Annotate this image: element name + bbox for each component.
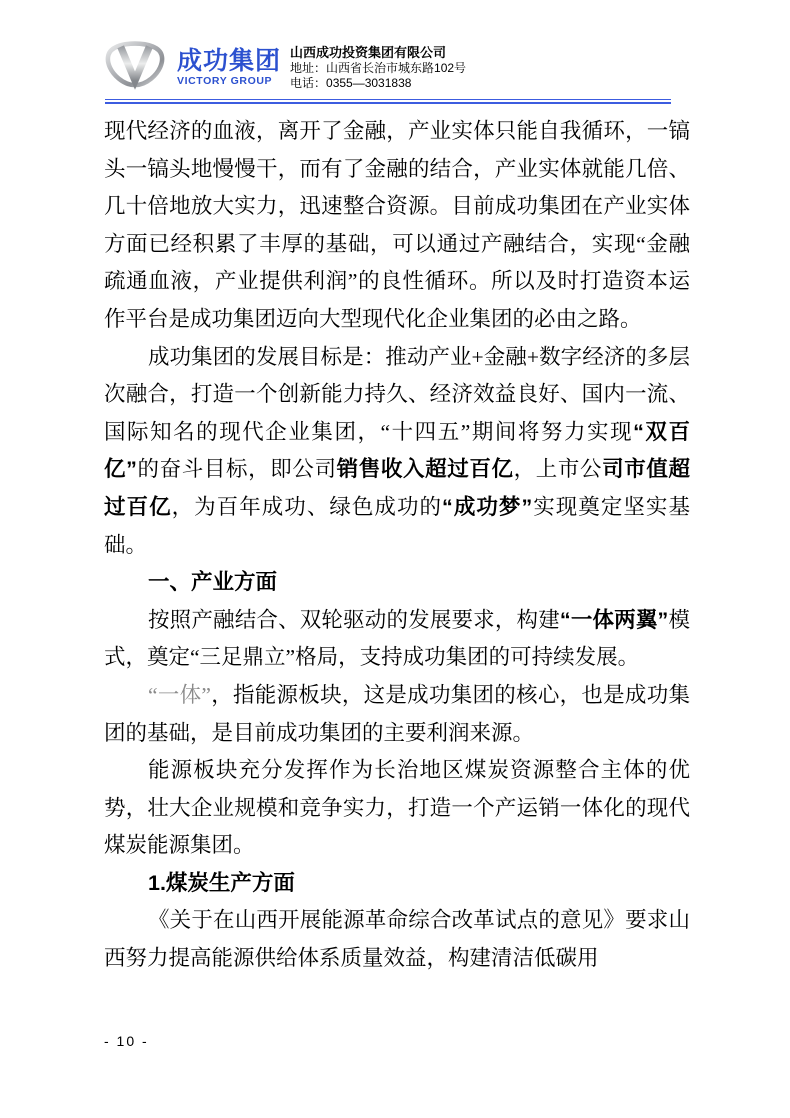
header-divider [105,99,671,104]
text-segment: ，指能源板块，这是成功集团的核心，也是成功集团的基础，是目前成功集团的主要利润来源。 [104,682,690,745]
text-segment: 实现奠定坚实基础。 [104,494,690,557]
heading-text: 1.煤炭生产方面 [148,870,295,895]
paragraph-coal-integration [104,752,690,865]
text-segment: 按照产融结合、双轮驱动的发展要求，构建 [148,607,560,632]
text-segment: ，上市公 [513,457,603,482]
company-name: 山西成功投资集团有限公司 [290,45,447,60]
bold-emphasis-sales-revenue: 销售收入超过百亿 [336,457,514,482]
brand-name-en: VICTORY GROUP [177,75,273,87]
paragraph-energy-reform-opinion [104,902,690,977]
text-segment: 《关于在山西开展能源革命综合改革试点的意见》要求山西努力提高能源供给体系质量效益，构建清洁低碳用 [104,908,690,971]
brand-name-cn: 成功集团 [177,47,282,75]
text-segment: 现代经济的血液，离开了金融，产业实体只能自我循环，一镐头一镐头地慢慢干，而有了金融的结合，产业实体就能几倍、几十倍地放大实力，迅速整合资源。目前成功集团在产业实体方面已经积累了丰厚的基础，可以通过产融结合，实现“金融疏通血液，产业提供利润”的良性循环。所以及时打造资本运作平台是成功集团迈向大型现代化企业集团的必由之路。 [104,119,690,331]
bold-emphasis-double-ten-billion: “双百亿” [104,419,690,482]
page-number: - 10 - [104,1033,149,1049]
text-segment: 的奋斗目标，即公司 [136,457,337,482]
bold-emphasis-one-body-two-wings: “一体两翼” [559,607,669,632]
brand-lockup [177,49,281,87]
letterhead [102,36,692,92]
company-info [290,45,466,92]
document-body [104,113,690,978]
heading-coal-production [104,865,690,903]
paragraph-finance-lifeblood [104,113,690,339]
heading-text: 一、产业方面 [148,570,278,595]
victory-v-emblem-icon [102,39,168,91]
paragraph-one-body-two-wings [104,602,690,677]
text-segment: ，为百年成功、绿色成功的 [171,494,443,519]
bold-emphasis-victory-dream: “成功梦” [442,494,533,519]
paragraph-energy-core [104,677,690,752]
muted-emphasis-one-body: “一体” [148,682,211,707]
company-phone: 电话：0355—3031838 [290,76,412,90]
bold-emphasis-market-value: 司市值超过百亿 [104,457,690,519]
text-segment: 能源板块充分发挥作为长治地区煤炭资源整合主体的优势，壮大企业规模和竞争实力，打造一个产运销一体化的现代煤炭能源集团。 [104,758,690,858]
heading-industry-aspect [104,564,690,602]
text-segment: 模式，奠定“三足鼎立”格局，支持成功集团的可持续发展。 [104,607,690,670]
text-segment: 成功集团的发展目标是：推动产业+金融+数字经济的多层次融合，打造一个创新能力持久、经济效益良好、国内一流、国际知名的现代企业集团，“十四五”期间将努力实现 [104,344,690,444]
paragraph-development-goal [104,339,690,565]
company-address: 地址：山西省长治市城东路102号 [290,60,467,75]
